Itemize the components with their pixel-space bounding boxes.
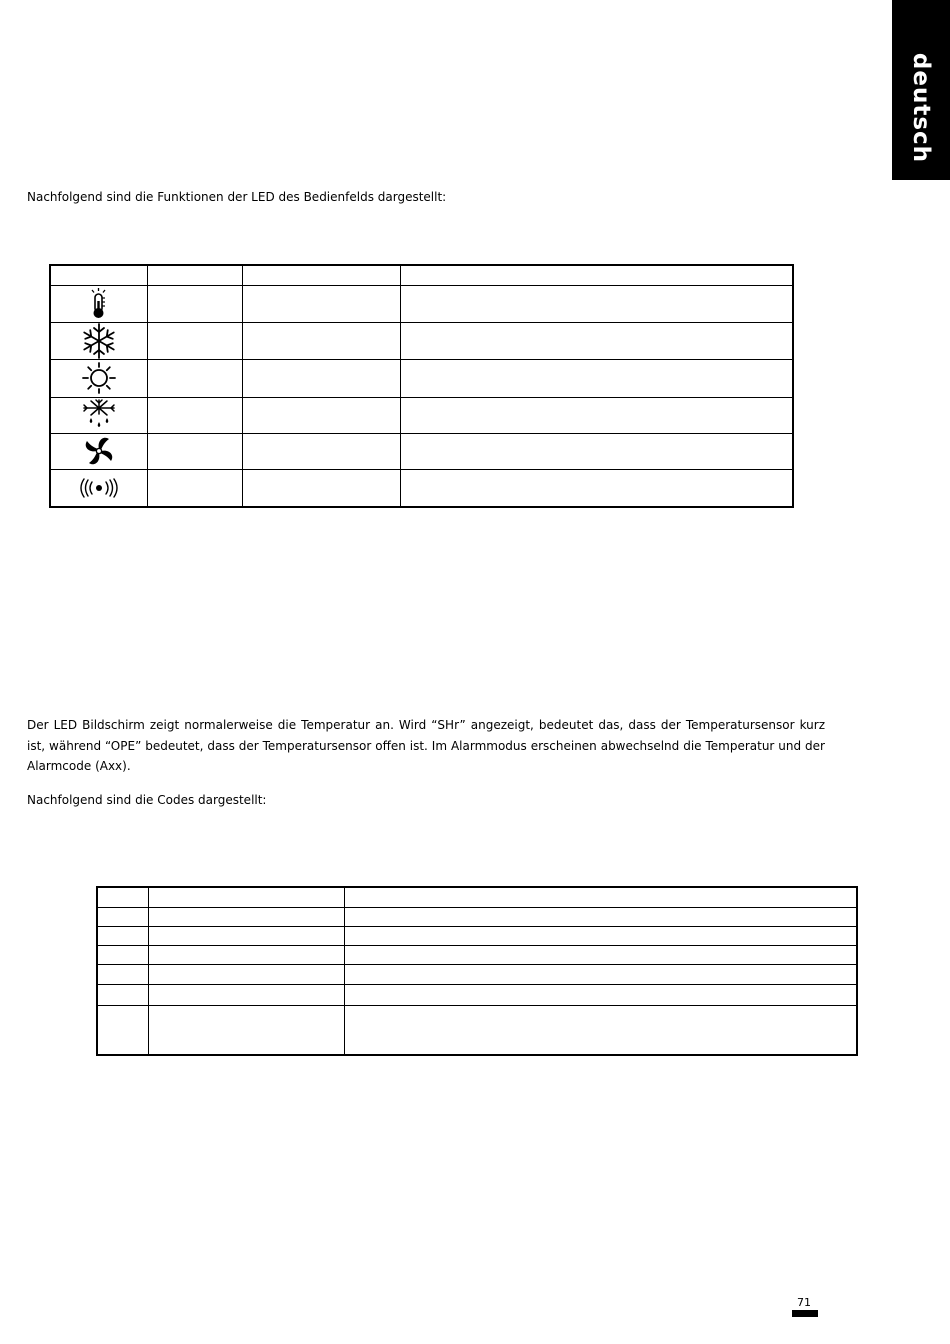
table-cell bbox=[50, 265, 147, 285]
table-cell bbox=[242, 397, 400, 433]
table-cell bbox=[50, 397, 147, 433]
table-row bbox=[50, 433, 793, 469]
table-row bbox=[50, 469, 793, 507]
table-cell bbox=[400, 397, 793, 433]
sun-icon bbox=[81, 361, 117, 395]
table-row bbox=[50, 322, 793, 359]
table-cell bbox=[344, 926, 857, 945]
table-cell bbox=[400, 285, 793, 322]
table-cell bbox=[97, 945, 149, 964]
table-row bbox=[97, 1005, 857, 1055]
table-cell bbox=[344, 945, 857, 964]
led-function-table bbox=[49, 264, 794, 508]
table-cell bbox=[400, 322, 793, 359]
table-cell bbox=[50, 433, 147, 469]
table-row bbox=[97, 964, 857, 984]
table-cell bbox=[147, 285, 242, 322]
table-cell bbox=[147, 265, 242, 285]
table-cell bbox=[400, 265, 793, 285]
table-cell bbox=[147, 397, 242, 433]
table-cell bbox=[242, 359, 400, 397]
page-number: 71 bbox=[797, 1296, 811, 1309]
language-tab bbox=[892, 0, 950, 180]
table-cell bbox=[147, 433, 242, 469]
page-number-bar bbox=[792, 1310, 818, 1317]
led-table-header-row bbox=[50, 265, 793, 285]
table-cell bbox=[242, 265, 400, 285]
table-cell bbox=[50, 285, 147, 322]
table-cell bbox=[149, 964, 344, 984]
table-cell bbox=[97, 926, 149, 945]
table-cell bbox=[344, 984, 857, 1005]
table-cell bbox=[344, 907, 857, 926]
table-cell bbox=[50, 359, 147, 397]
table-cell bbox=[344, 1005, 857, 1055]
led-intro-text: Nachfolgend sind die Funktionen der LED des Bedienfelds dargestellt: bbox=[27, 190, 447, 204]
table-cell bbox=[97, 1005, 149, 1055]
table-cell bbox=[147, 322, 242, 359]
table-row bbox=[97, 945, 857, 964]
table-cell bbox=[242, 433, 400, 469]
table-cell bbox=[242, 469, 400, 507]
table-cell bbox=[147, 469, 242, 507]
table-cell bbox=[400, 469, 793, 507]
table-cell bbox=[97, 887, 149, 907]
table-cell bbox=[242, 285, 400, 322]
table-row bbox=[97, 984, 857, 1005]
table-row bbox=[97, 926, 857, 945]
table-cell bbox=[149, 945, 344, 964]
defrost-icon bbox=[81, 398, 117, 432]
language-tab-label: deutsch bbox=[908, 52, 934, 164]
table-row bbox=[50, 285, 793, 322]
table-row bbox=[50, 397, 793, 433]
table-cell bbox=[97, 964, 149, 984]
alarm-codes-table bbox=[96, 886, 858, 1056]
alarm-icon bbox=[78, 477, 120, 499]
table-cell bbox=[97, 907, 149, 926]
table-cell bbox=[149, 984, 344, 1005]
table-cell bbox=[50, 322, 147, 359]
table-row bbox=[97, 907, 857, 926]
table-cell bbox=[147, 359, 242, 397]
table-cell bbox=[149, 1005, 344, 1055]
table-cell bbox=[400, 433, 793, 469]
table-cell bbox=[50, 469, 147, 507]
table-row bbox=[50, 359, 793, 397]
table-cell bbox=[97, 984, 149, 1005]
table-cell bbox=[344, 964, 857, 984]
table-cell bbox=[344, 887, 857, 907]
table-cell bbox=[400, 359, 793, 397]
snowflake-icon bbox=[79, 323, 119, 359]
codes-table-header-row bbox=[97, 887, 857, 907]
fan-icon bbox=[81, 434, 117, 468]
thermometer-icon bbox=[84, 288, 114, 320]
table-cell bbox=[242, 322, 400, 359]
table-cell bbox=[149, 907, 344, 926]
table-cell bbox=[149, 887, 344, 907]
codes-intro-text: Nachfolgend sind die Codes dargestellt: bbox=[27, 793, 267, 807]
table-cell bbox=[149, 926, 344, 945]
display-description-paragraph: Der LED Bildschirm zeigt normalerweise die Temperatur an. Wird “SHr” angezeigt, bedeutet das, dass der Temperatursensor kurz ist, während “OPE” bedeutet, dass der Temperatursensor offen ist. Im Alarmmodus erscheinen abwechselnd die Temperatur und der Alarmcode (Axx). bbox=[27, 718, 825, 773]
